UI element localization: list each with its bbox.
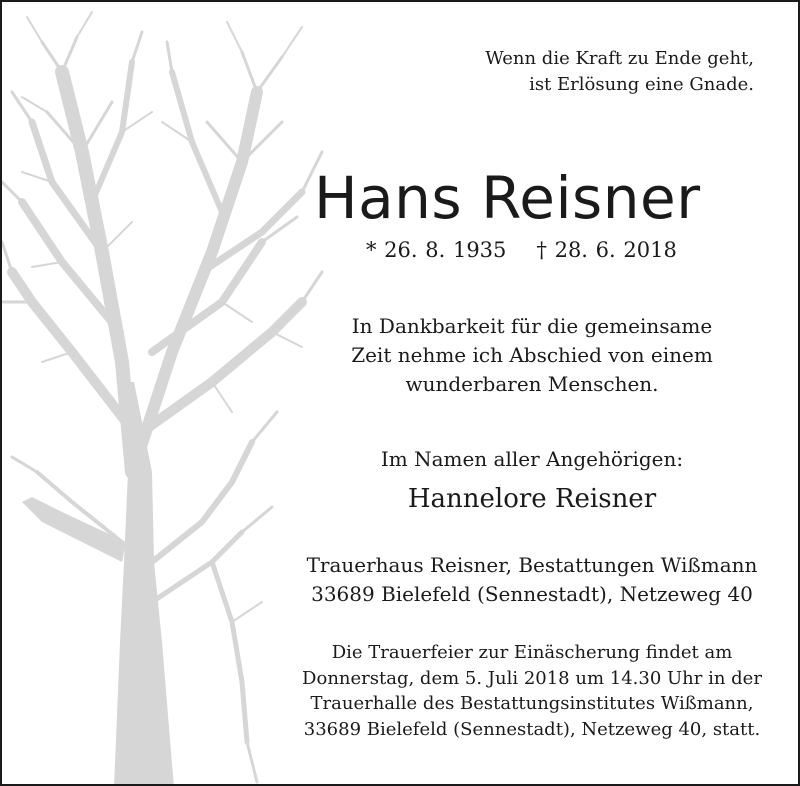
- undertaker-address: [302, 551, 762, 609]
- thanks-line: Zeit nehme ich Abschied von einem: [351, 343, 713, 367]
- service-line: 33689 Bielefeld (Sennestadt), Netzeweg 40, statt.: [303, 718, 761, 740]
- deceased-name: Hans Reisner: [314, 164, 701, 232]
- undertaker-line: 33689 Bielefeld (Sennestadt), Netzeweg 40: [311, 582, 753, 606]
- service-line: Trauerhalle des Bestattungsinstitutes Wißmann,: [310, 693, 754, 714]
- undertaker-line: Trauerhaus Reisner, Bestattungen Wißmann: [306, 553, 758, 577]
- motto-line: ist Erlösung eine Gnade.: [529, 74, 754, 95]
- motto-line: Wenn die Kraft zu Ende geht,: [485, 48, 754, 69]
- death-date: † 28. 6. 2018: [536, 238, 677, 262]
- thanks-text: [302, 312, 762, 399]
- thanks-line: wunderbaren Menschen.: [405, 372, 659, 396]
- birth-date: * 26. 8. 1935: [366, 238, 507, 262]
- behalf-label: Im Namen aller Angehörigen:: [380, 447, 684, 471]
- service-info: [302, 640, 762, 742]
- service-line: Donnerstag, dem 5. Juli 2018 um 14.30 Uhr in der: [302, 667, 762, 689]
- service-line: Die Trauerfeier zur Einäscherung findet am: [331, 642, 733, 663]
- motto: [485, 46, 754, 98]
- life-dates: [366, 238, 677, 262]
- thanks-line: In Dankbarkeit für die gemeinsame: [351, 314, 713, 338]
- survivor-name: Hannelore Reisner: [407, 484, 657, 514]
